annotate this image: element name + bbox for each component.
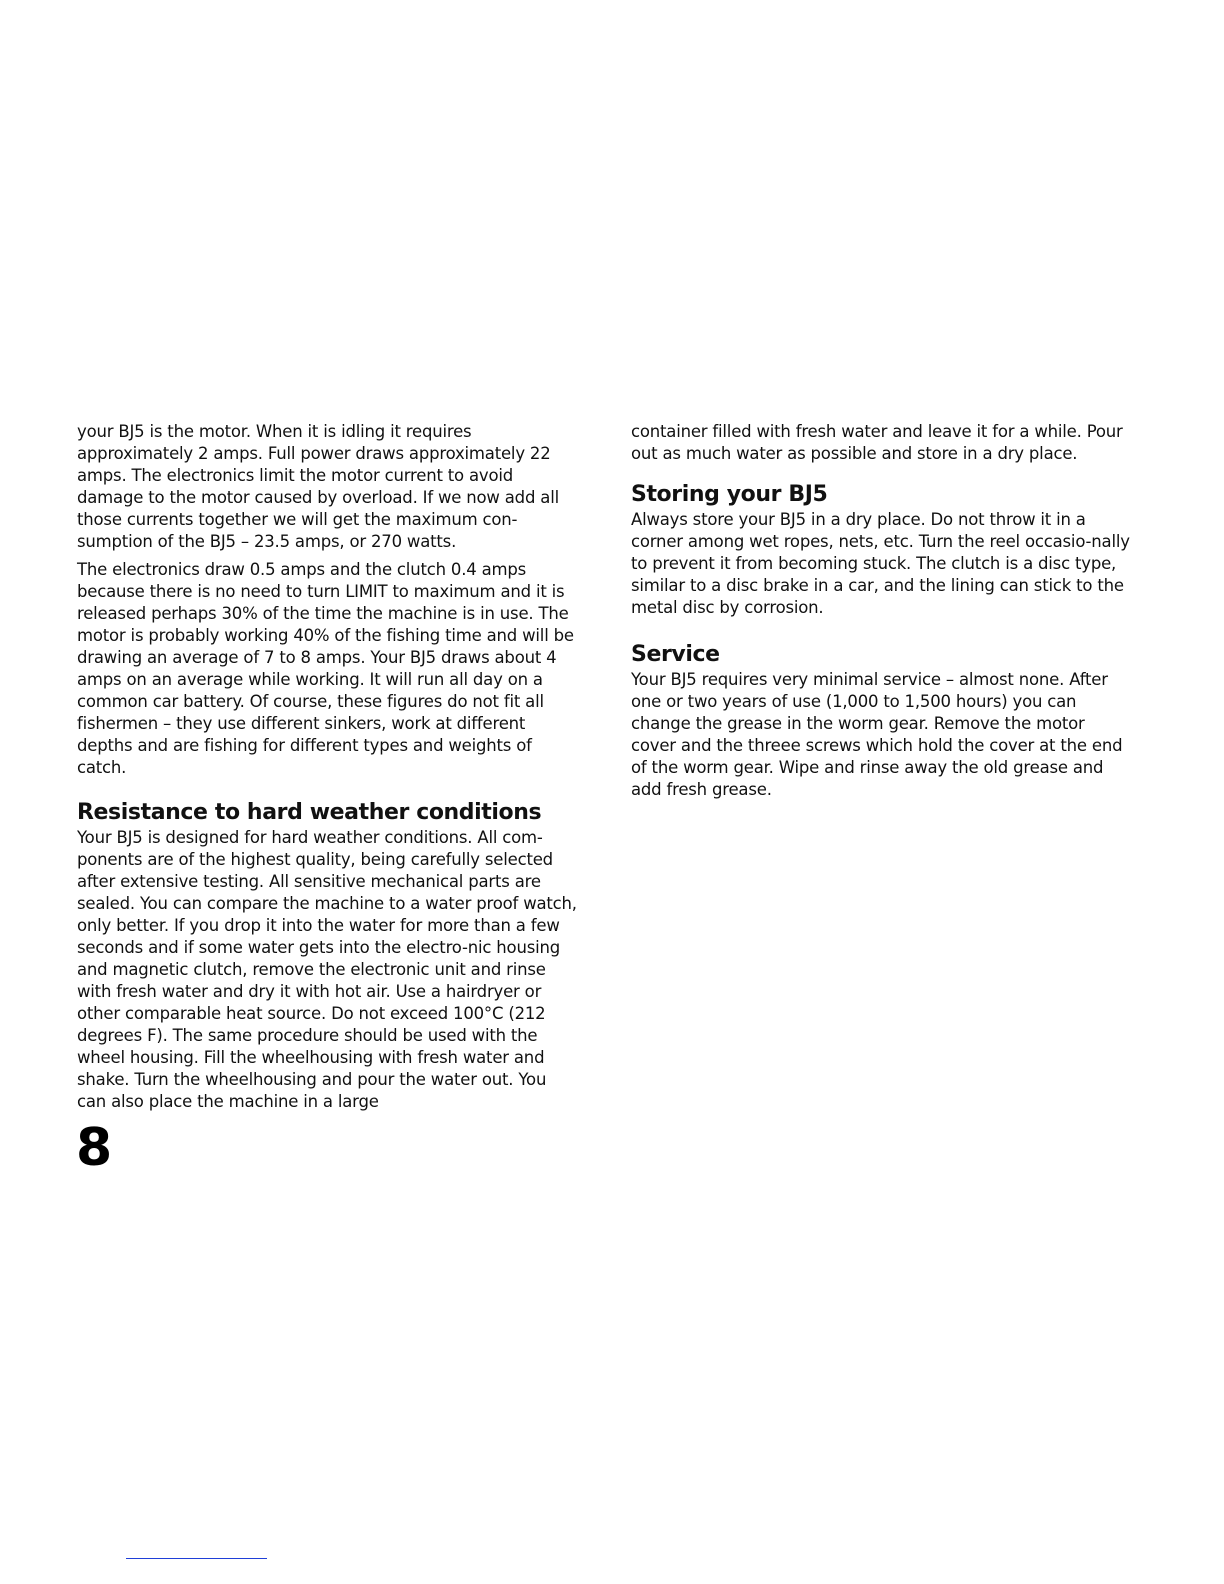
page-number: 8 [76, 1118, 113, 1178]
storing-heading: Storing your BJ5 [631, 482, 828, 507]
resistance-paragraph: Your BJ5 is designed for hard weather conditions. All com-ponents are of the highest quality, being carefully selected after extensive testing. All sensitive mechanical parts are sealed. You can compare the machine to a water proof watch, only better. If you drop it into the water for more than a few seconds and if some water gets into the electro-nic housing and magnetic clutch, remove the electronic unit and rinse with fresh water and dry it with hot air. Use a hairdryer or other comparable heat source. Do not exceed 100°C (212 degrees F). The same procedure should be used with the wheel housing. Fill the wheelhousing with fresh water and shake. Turn the wheelhousing and pour the water out. You can also place the machine in a large [77, 828, 577, 1111]
left-column [77, 421, 577, 1113]
right-column [631, 421, 1131, 801]
resistance-heading: Resistance to hard weather conditions [77, 800, 542, 825]
motor-current-paragraph: your BJ5 is the motor. When it is idling it requires approximately 2 amps. Full power draws approximately 22 amps. The electronics limit the motor current to avoid damage to the motor caused by overload. If we now add all those currents together we will get the maximum con-sumption of the BJ5 – 23.5 amps, or 270 watts. [77, 422, 559, 551]
storing-paragraph: Always store your BJ5 in a dry place. Do not throw it in a corner among wet ropes, nets, etc. Turn the reel occasio-nally to prevent it from becoming stuck. The clutch is a disc type, similar to a disc brake in a car, and the lining can stick to the metal disc by corrosion. [631, 510, 1130, 617]
service-paragraph: Your BJ5 requires very minimal service – almost none. After one or two years of use (1,000 to 1,500 hours) you can change the grease in the worm gear. Remove the motor cover and the threee screws which hold the cover at the end of the worm gear. Wipe and rinse away the old grease and add fresh grease. [631, 670, 1123, 799]
service-heading: Service [631, 642, 720, 667]
footer-rule [126, 1558, 267, 1559]
power-consumption-paragraph: The electronics draw 0.5 amps and the clutch 0.4 amps because there is no need to turn LIMIT to maximum and it is released perhaps 30% of the time the machine is in use. The motor is probably working 40% of the fishing time and will be drawing an average of 7 to 8 amps. Your BJ5 draws about 4 amps on an average while working. It will run all day on a common car battery. Of course, these figures do not fit all fishermen – they use different sinkers, work at different depths and are fishing for different types and weights of catch. [77, 560, 574, 777]
continuation-paragraph: container filled with fresh water and leave it for a while. Pour out as much water as possible and store in a dry place. [631, 422, 1123, 463]
